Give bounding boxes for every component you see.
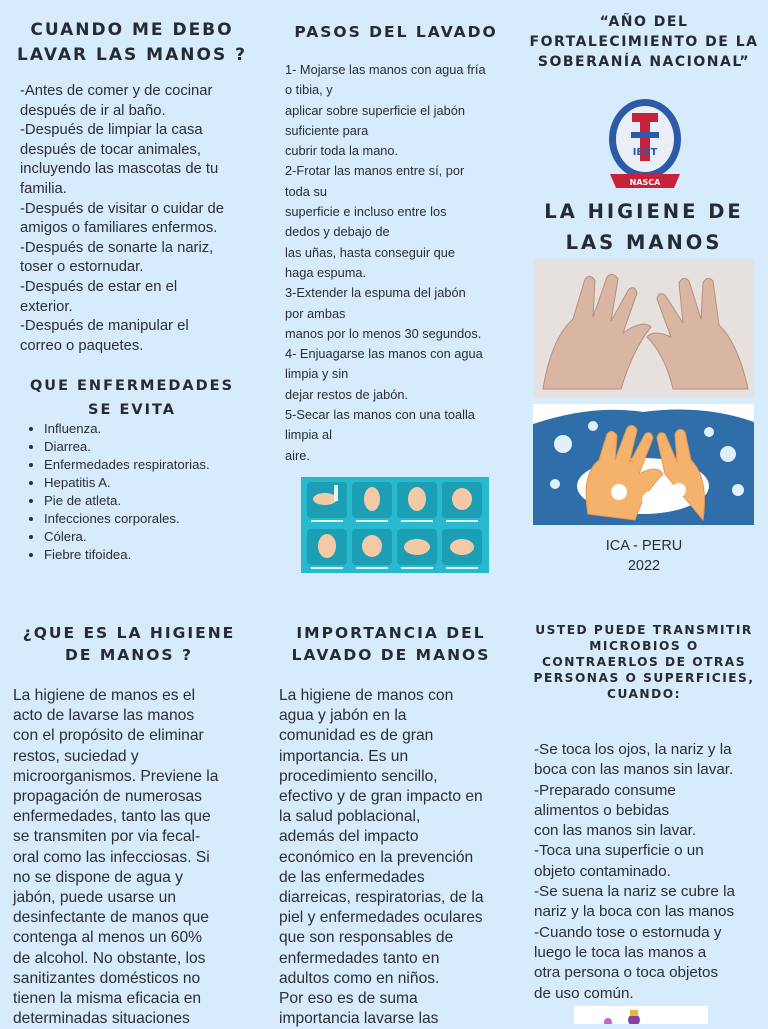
what-is-paragraph: La higiene de manos es el acto de lavarse las manos con el propósito de eliminar restos, suciedad y microorganismos. Previene la propagación de numerosas enfermedades, tanto las que se transmiten por via fecal- oral como las infecciosas. Si no se dispone de agua y jabón, puede usarse un desinfectante de manos que contenga al menos un 60% de alcohol. No obstante, los sanitizantes domésticos no tienen la misma eficacia en determinadas situaciones xyxy=(13,687,219,1028)
disease-item: • Fiebre tifoidea. xyxy=(44,546,210,564)
transmit-list: -Se toca los ojos, la nariz y la boca con las manos sin lavar. -Preparado consume alimentos o bebidas con las manos sin lavar. -Toca una superficie o un objeto contaminado. -Se suena la nariz se cubre la nariz y la boca con las manos -Cuando tose o estornuda y luego le toca las manos a otra persona o toca objetos de uso común. xyxy=(534,741,735,1002)
main-title: LA HIGIENE DE LAS MANOS xyxy=(544,200,744,254)
diseases-list-wrap xyxy=(20,420,210,564)
elderly-hands-photo xyxy=(533,259,754,397)
disease-item: • Influenza. xyxy=(44,420,210,438)
steps-list: 1- Mojarse las manos con agua fría o tibia, y aplicar sobre superficie el jabón suficiente para cubrir toda la mano. 2-Frotar las manos entre sí, por toda su superficie e incluso entre los dedos y debajo de las uñas, hasta conseguir que haga espuma. 3-Extender la espuma del jabón por ambas manos por lo menos 30 segundos. 4- Enjuagarse las manos con agua limpia y sin dejar restos de jabón. 5-Secar las manos con una toalla limpia al aire. xyxy=(285,62,486,463)
disease-item: • Cólera. xyxy=(44,528,210,546)
bottom-partial-image xyxy=(574,1006,708,1024)
place-text: ICA - PERU xyxy=(605,538,683,554)
importance-paragraph: La higiene de manos con agua y jabón en la comunidad es de gran importancia. Es un procedimiento sencillo, efectivo y de gran impacto en la salud poblacional, además del impacto económico en la prevención de las enfermedades diarreicas, respiratorias, de la piel y enfermedades oculares que son responsables de enfermedades tanto en adultos como en niños. Por eso es de suma importancia lavarse las xyxy=(279,687,484,1028)
year-text: 2022 xyxy=(627,558,661,574)
steps-heading: PASOS DEL LAVADO xyxy=(294,23,498,41)
year-title: “AÑO DEL FORTALECIMIENTO DE LA SOBERANÍA NACIONAL” xyxy=(529,14,759,70)
when-list: -Antes de comer y de cocinar después de ir al baño. -Después de limpiar la casa después de tocar animales, incluyendo las mascotas de tu familia. -Después de visitar o cuidar de amigos o familiares enfermos. -Después de sonarte la nariz, toser o estornudar. -Después de estar en el exterior. -Después de manipular el correo o paquetes. xyxy=(20,83,224,354)
transmit-heading: USTED PUEDE TRANSMITIR MICROBIOS O CONTRAERLOS DE OTRAS PERSONAS O SUPERFICIES, CUANDO: xyxy=(533,623,755,701)
institute-logo xyxy=(604,96,686,190)
disease-item: • Infecciones corporales. xyxy=(44,510,210,528)
washing-steps-image xyxy=(301,477,489,573)
disease-item: • Hepatitis A. xyxy=(44,474,210,492)
logo-initials: IEST xyxy=(632,147,658,158)
diseases-heading: QUE ENFERMEDADES SE EVITA xyxy=(29,378,235,418)
disease-item: • Diarrea. xyxy=(44,438,210,456)
disease-item: • Enfermedades respiratorias. xyxy=(44,456,210,474)
handwashing-illustration xyxy=(533,404,754,525)
diseases-list xyxy=(20,420,210,564)
disease-item: • Pie de atleta. xyxy=(44,492,210,510)
logo-ribbon-text: NASCA xyxy=(629,178,661,187)
importance-heading: IMPORTANCIA DEL LAVADO DE MANOS xyxy=(291,624,491,664)
when-heading: CUANDO ME DEBO LAVAR LAS MANOS ? xyxy=(17,20,247,65)
what-is-heading: ¿QUE ES LA HIGIENE DE MANOS ? xyxy=(22,624,236,664)
